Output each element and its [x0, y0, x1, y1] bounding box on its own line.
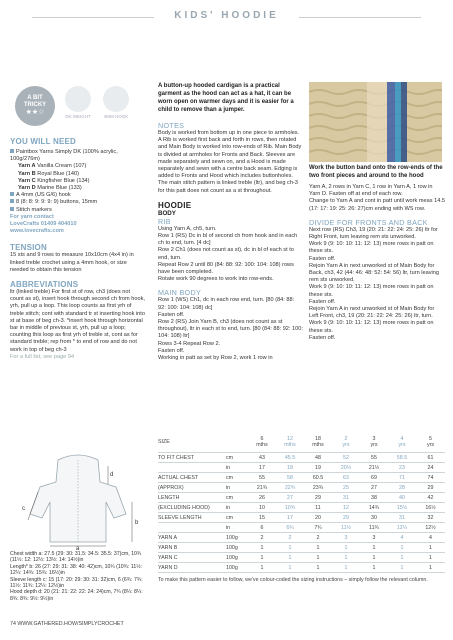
size-row-unit: cm [226, 493, 248, 503]
size-cell: 52 [332, 453, 360, 463]
size-row [158, 543, 445, 553]
size-cell: 74 [416, 473, 445, 483]
size-column-header: 5 yrs [416, 432, 445, 453]
size-cell: 1 [248, 563, 276, 573]
size-cell: 1 [304, 563, 332, 573]
label-a: a [76, 546, 80, 550]
difficulty-icons [15, 86, 145, 136]
size-cell: 1 [360, 553, 388, 563]
rib-line-3: Row 2 Ch1 (does not count as st), dc in bl of each st to end, turn. [158, 247, 294, 261]
yarn-b: Yarn B Royal Blue (140) [18, 170, 79, 177]
size-cell: 48 [304, 453, 332, 463]
length-measure: Length* b: 26 (27: 29: 31: 38: 40: 42)cm, 10¼ (10¾: 11½: 12¼: 14¾: 15¾: 16½)in [10, 563, 142, 577]
yarn-note: For yarn contact [10, 213, 54, 220]
size-row-unit: in [226, 483, 248, 493]
size-cell: 26 [248, 493, 276, 503]
size-cell: 1 [304, 553, 332, 563]
size-row-label: YARN A [158, 533, 226, 543]
size-row-label: TO FIT CHEST [158, 453, 226, 463]
size-row [158, 463, 445, 473]
size-cell: 15 [248, 513, 276, 523]
header-rule-right [299, 17, 421, 18]
badge-line2: TRICKY [23, 102, 47, 108]
size-cell: 55 [360, 453, 388, 463]
size-cell: 29 [416, 483, 445, 493]
size-column-header: 4 yrs [388, 432, 416, 453]
size-cell: 63 [332, 473, 360, 483]
yarn-d: Yarn D Marine Blue (133) [18, 185, 82, 192]
size-cell: 1 [332, 553, 360, 563]
yarn-c: Yarn C Kingfisher Blue (134) [18, 177, 90, 184]
size-row [158, 523, 445, 533]
size-cell: 11 [304, 503, 332, 513]
badge-line1: A BIT [27, 95, 43, 101]
size-row-unit: in [226, 463, 248, 473]
size-cell: 7¾ [304, 523, 332, 533]
notes-heading: NOTES [158, 121, 185, 130]
size-cell: 28 [388, 483, 416, 493]
abbreviations-text: ltr (linked treble) For first st of row, ch3 (does not count as st), insert hook through second ch from hook, yrh, pull up a loop. This loop counts as first yrh of treble stitch; cont with standard tr st inserting hook into st at base of beg ch-3. *insert hook through horizontal bar in middle of previous st, yrh, pull up a loop; counting this loop as first yrh of treble st, cont as for standard treble; rep from * to end of row and do not work in top of beg ch-3 [10, 289, 145, 353]
size-cell: 23¾ [304, 483, 332, 493]
size-cell: 55 [248, 473, 276, 483]
size-cell: 1 [248, 553, 276, 563]
size-cell: 12½ [416, 523, 445, 533]
size-cell: 71 [388, 473, 416, 483]
size-cell: 1 [416, 553, 445, 563]
size-column-header: 3 yrs [360, 432, 388, 453]
size-table-wrap [158, 432, 445, 584]
main-line-6: Working in patt as set by Row 2, work 1 row in [158, 355, 273, 362]
size-cell: 12 [332, 503, 360, 513]
size-cell: 1 [304, 543, 332, 553]
main-body-heading: MAIN BODY [158, 288, 202, 298]
size-cell: 30 [360, 513, 388, 523]
size-cell: 2 [304, 533, 332, 543]
size-cell: 38 [360, 493, 388, 503]
size-cell: 25 [332, 483, 360, 493]
rib-line-5: Rotate work 90 degrees to work into row-ends. [158, 276, 274, 283]
size-cell: 58 [276, 473, 304, 483]
size-row-unit: cm [226, 473, 248, 483]
size-cell: 1 [332, 543, 360, 553]
photo-caption: Work the button band onto the row-ends of the two front pieces and around to the hood [309, 165, 443, 179]
supplier-link[interactable]: www.lovecrafts.com [10, 228, 64, 235]
size-cell: 61 [416, 453, 445, 463]
size-cell: 1 [416, 543, 445, 553]
page-title: KIDS' HOODIE [174, 10, 279, 21]
size-row [158, 553, 445, 563]
size-cell: 1 [332, 563, 360, 573]
size-row-unit: in [226, 503, 248, 513]
size-cell: 1 [276, 563, 304, 573]
size-row-label [158, 523, 226, 533]
buttons-item: 8 (8: 8: 9: 9: 9: 9) buttons, 15mm [10, 199, 145, 206]
size-cell: 58.5 [388, 453, 416, 463]
size-cell: 1 [388, 563, 416, 573]
size-cell: 14¾ [360, 503, 388, 513]
size-cell: 29 [332, 513, 360, 523]
size-cell: 1 [388, 543, 416, 553]
measurements [10, 551, 145, 602]
divide-line-9: Fasten off. [309, 334, 336, 341]
size-cell: 17 [276, 513, 304, 523]
size-cell: 45.5 [276, 453, 304, 463]
main-line-1: Row 1 (WS) Ch1, dc in each row end, turn. [80 (84: 88: 92: 100: 104: 108) dc] [158, 297, 295, 311]
rib-line-2: Row 1 (RS) Dc in bl of second ch from hook and in each ch to end, turn. [4 dc] [158, 233, 298, 247]
dk-weight-label: DK WEIGHT [65, 114, 91, 119]
divide-line-3: Fasten off. [309, 255, 336, 262]
size-cell: 43 [248, 453, 276, 463]
label-d: d [110, 472, 114, 478]
size-cell: 2 [276, 533, 304, 543]
stitch-texture-image [309, 82, 442, 162]
tension-heading: TENSION [10, 243, 47, 253]
size-row-unit: 100g [226, 543, 248, 553]
size-footnote: To make this pattern easier to follow, we've colour-coded the sizing instructions – simply follow the relevant column. [158, 577, 428, 583]
size-cell: 22¾ [276, 483, 304, 493]
size-cell: 60.5 [304, 473, 332, 483]
size-cell: 11½ [332, 523, 360, 533]
abbreviations-note: For a full list, see page 94 [10, 353, 75, 360]
size-cell: 10 [248, 503, 276, 513]
right-text-2: Change to Yarn A and cont in patt until work meas 14.5 (17: 17: 19: 25: 26: 27)cm ending with WS row. [309, 198, 445, 212]
size-cell: 31 [388, 513, 416, 523]
size-unit-spacer [226, 432, 248, 453]
main-line-5: Fasten off. [158, 347, 185, 354]
size-cell: 27 [360, 483, 388, 493]
size-cell: 17 [248, 463, 276, 473]
size-cell: 6 [248, 523, 276, 533]
tension-text: 15 sts and 9 rows to measure 10x10cm (4x4 in) in linked treble crochet using a 4mm hook, or size needed to obtain this tension [10, 252, 134, 273]
hook-icon [99, 86, 133, 119]
size-cell: 20½ [332, 463, 360, 473]
size-cell: 32 [416, 513, 445, 523]
size-cell: 2 [248, 533, 276, 543]
size-row-unit: cm [226, 513, 248, 523]
size-header-row [158, 432, 445, 453]
divide-heading: DIVIDE FOR FRONTS AND BACK [309, 217, 428, 227]
size-row-unit: 100g [226, 563, 248, 573]
page-header [0, 0, 453, 30]
size-cell: 1 [388, 553, 416, 563]
hood-depth: Hood depth d: 20 (21: 21: 22: 22: 24: 24)cm, 7¾ (8¼: 8¼: 8¾: 8¾: 9½: 9½)in [10, 589, 143, 602]
badge-stars: ★★☆ [25, 109, 45, 116]
size-row-label: YARN D [158, 563, 226, 573]
yarn-intro: Paintbox Yarns Simply DK (100% acrylic, 100g/276m) [10, 149, 118, 163]
difficulty-badge [15, 86, 55, 126]
size-row-label: (EXCLUDING HOOD) [158, 503, 226, 513]
markers-item: Stitch markers [10, 207, 145, 214]
size-cell: 10¾ [276, 503, 304, 513]
size-cell: 42 [416, 493, 445, 503]
size-label: SIZE [158, 432, 226, 453]
size-cell: 1 [248, 543, 276, 553]
hoodie-schematic [8, 452, 148, 550]
size-cell: 21¾ [248, 483, 276, 493]
hoodie-heading: HOODIE [158, 200, 192, 210]
size-row-unit: in [226, 523, 248, 533]
size-row-label: YARN B [158, 543, 226, 553]
bullet-icon [10, 192, 14, 196]
size-column-header: 18 mths [304, 432, 332, 453]
main-line-4: Rows 3-4 Repeat Row 2. [158, 340, 221, 347]
you-will-need-section [10, 137, 145, 361]
hook-item: A 4mm (US G/6) hook [10, 192, 145, 199]
divide-line-6: Fasten off. [309, 298, 336, 305]
divide-line-2: Work 9 (9: 10: 10: 11: 12: 13) more rows in patt on these sts. [309, 241, 434, 255]
size-cell: 20 [304, 513, 332, 523]
size-cell: 27 [276, 493, 304, 503]
size-row [158, 503, 445, 513]
size-cell: 4 [388, 533, 416, 543]
size-cell: 12¼ [388, 523, 416, 533]
sleeve-length: Sleeve length c: 15 (17: 20: 29: 30: 31: 32)cm, 6 (6¾: 7¾: 11½: 11¾: 12¼: 12½)in [10, 576, 143, 590]
size-cell: 1 [360, 543, 388, 553]
size-cell: 6¾ [276, 523, 304, 533]
main-line-2: Fasten off. [158, 311, 185, 318]
size-row [158, 563, 445, 573]
center-column [158, 82, 303, 362]
size-row-label [158, 463, 226, 473]
label-b: b [135, 520, 139, 526]
size-row [158, 533, 445, 543]
divide-line-8: Work 9 (9: 10: 10: 11: 12: 13) more rows in patt on these sts. [309, 320, 434, 334]
size-row-unit: cm [226, 453, 248, 463]
divide-line-4: Rejoin Yarn A in next unworked st of Main Body for Back, ch3, 42 (44: 46: 48: 52: 54: 56) ltr, turn leaving rem sts unworked. [309, 262, 439, 284]
size-cell: 19 [304, 463, 332, 473]
size-cell: 69 [360, 473, 388, 483]
size-cell: 40 [388, 493, 416, 503]
size-cell: 29 [304, 493, 332, 503]
size-column-header: 6 mths [248, 432, 276, 453]
size-cell: 3 [332, 533, 360, 543]
rib-heading: RIB [158, 216, 171, 226]
divide-line-7: Rejoin Yarn A in next unworked st of Main Body for Left Front, ch3, 19 (20: 21: 22: 24: 25: 26) ltr, turn. [309, 306, 435, 320]
yarn-a: Yarn A Vanilla Cream (107) [18, 163, 87, 170]
size-column-header: 12 mths [276, 432, 304, 453]
size-cell: 1 [276, 543, 304, 553]
right-text-1: Yarn A, 2 rows in Yarn C, 1 row in Yarn A, 1 row in Yarn D. Fasten off at end of each row. [309, 184, 433, 198]
size-column-header: 2 yrs [332, 432, 360, 453]
size-cell: 4 [416, 533, 445, 543]
intro-text: A button-up hooded cardigan is a practical garment as the hood can act as a hat, it can be worn open on warmer days and it is easier for a child to remove than a jumper. [158, 83, 294, 113]
label-c: c [22, 506, 25, 512]
hoodie-diagram [8, 452, 148, 550]
size-row-label: (APPROX) [158, 483, 226, 493]
size-row-label: ACTUAL CHEST [158, 473, 226, 483]
supplier-phone: LoveCrafts 01409 404010 [10, 221, 77, 228]
size-row-unit: 100g [226, 553, 248, 563]
size-row [158, 453, 445, 463]
size-cell: 18 [276, 463, 304, 473]
size-cell: 31 [332, 493, 360, 503]
size-cell: 21½ [360, 463, 388, 473]
size-cell: 15½ [388, 503, 416, 513]
main-line-3: Row 2 (RS) Join Yarn B, ch3 (does not count as st throughout), ltr in each st to end, turn. [80 (84: 88: 92: 100: 104: 108) ltr] [158, 319, 303, 340]
size-row-label: YARN C [158, 553, 226, 563]
size-cell: 11¾ [360, 523, 388, 533]
size-row-label: LENGTH [158, 493, 226, 503]
divide-line-5: Work 9 (9: 10: 10: 11: 12: 13) more rows in patt on these sts. [309, 284, 434, 298]
size-cell: 1 [276, 553, 304, 563]
right-column [309, 184, 445, 342]
size-cell: 3 [360, 533, 388, 543]
size-row [158, 483, 445, 493]
divide-line-1: Next row (RS) Ch3, 19 (20: 21: 22: 24: 25: 26) ltr for Right Front, turn leaving rem sts unworked. [309, 226, 438, 241]
notes-text: Body is worked from bottom up in one piece to armholes. A Rib is worked first back and forth in rows, then rotated and Main Body is worked into row-ends of Rib. Main Body is divided at armholes for Fronts and Back. Sleeves are made separately and sewn on, and a Hood is made separately and sewn with a centre back seam. Edging is added to Fronts and Hood which includes buttonholes. The main stitch pattern is linked treble (ltr), and beg ch-3 for this patt does not count as a st throughout. [158, 130, 302, 194]
rib-line-1: Using Yarn A, ch5, turn. [158, 225, 217, 232]
size-cell: 16½ [416, 503, 445, 513]
size-cell: 1 [416, 563, 445, 573]
bullet-icon [10, 207, 14, 211]
size-row [158, 493, 445, 503]
size-row-unit: 100g [226, 533, 248, 543]
body-heading: BODY [158, 209, 176, 217]
page-folio: 74 WWW.GATHERED.HOW/SIMPLYCROCHET [10, 621, 124, 627]
dk-weight-icon [61, 86, 95, 119]
bullet-icon [10, 199, 14, 203]
size-row [158, 513, 445, 523]
abbreviations-heading: ABBREVIATIONS [10, 280, 79, 290]
chest-width: Chest width a: 27.5 (29: 30: 31.5: 34.5: 35.5: 37)cm, 10¾ (11½: 12: 12½: 13½: 14: 14½)in [10, 551, 142, 564]
size-row-label: SLEEVE LENGTH [158, 513, 226, 523]
size-cell: 1 [360, 563, 388, 573]
size-cell: 24 [416, 463, 445, 473]
bullet-icon [10, 149, 14, 153]
size-table [158, 432, 445, 573]
you-will-need-heading: YOU WILL NEED [10, 137, 77, 146]
size-row [158, 473, 445, 483]
size-cell: 23 [388, 463, 416, 473]
rib-line-4: Repeat Row 2 until 80 (84: 88: 92: 100: 104: 108) rows have been completed. [158, 261, 294, 276]
crochet-photo [309, 82, 442, 162]
hook-label: 4MM HOOK [103, 114, 129, 119]
